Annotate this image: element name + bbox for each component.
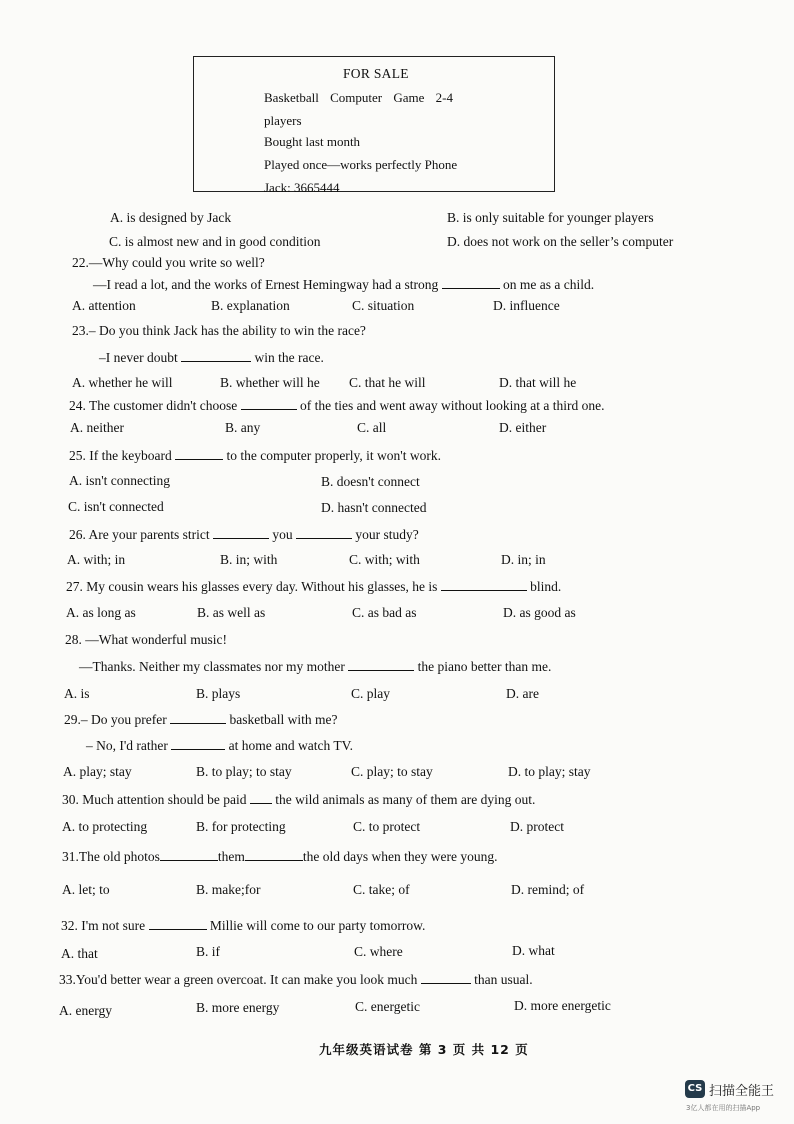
q24-text-after-blank: of the ties and went away without looking at a third one. (300, 398, 605, 413)
q22-option-b: B. explanation (211, 298, 290, 313)
q33-option-d: D. more energetic (514, 998, 611, 1013)
q25-option-a: A. isn't connecting (69, 473, 171, 488)
q25-text-after-blank: to the computer properly, it won't work. (226, 448, 441, 463)
q32-option-d: D. what (512, 943, 555, 958)
answer-blank (442, 276, 500, 289)
q23-text-after-blank: win the race. (254, 350, 324, 365)
q23-option-c: C. that he will (349, 375, 426, 390)
q21-option-b: B. is only suitable for younger players (447, 210, 654, 225)
answer-blank (171, 737, 225, 750)
q28-question: 28. —What wonderful music! (65, 632, 227, 647)
answer-blank (421, 971, 471, 984)
q29-text-after-blank: basketball with me? (229, 712, 338, 727)
q29-answer-line (86, 737, 353, 754)
ad-line: Played once—works perfectly Phone (264, 157, 458, 172)
answer-blank (348, 658, 414, 671)
ad-line: Jack: 3665444 (264, 180, 340, 195)
q24-question (69, 397, 604, 414)
q26-option-d: D. in; in (501, 552, 546, 567)
ad-line: players (264, 113, 302, 128)
ad-line: Bought last month (264, 134, 361, 149)
ad-line: Basketball Computer Game 2-4 (264, 90, 453, 105)
q26-text-part-1: 26. Are your parents strict (69, 527, 210, 542)
answer-blank (170, 711, 226, 724)
q29-option-a: A. play; stay (63, 764, 132, 779)
q21-option-a: A. is designed by Jack (110, 210, 232, 225)
answer-blank (250, 791, 272, 804)
q23-text-before-blank: –I never doubt (99, 350, 178, 365)
q29-question (64, 711, 337, 728)
q25-option-c: C. isn't connected (68, 499, 164, 514)
q28-text-after-blank: the piano better than me. (417, 659, 552, 674)
q31-option-b: B. make;for (196, 882, 261, 897)
q24-option-c: C. all (357, 420, 387, 435)
q22-option-a: A. attention (72, 298, 136, 313)
q33-option-b: B. more energy (196, 1000, 280, 1015)
q28-option-d: D. are (506, 686, 539, 701)
q33-option-a: A. energy (59, 1003, 112, 1018)
answer-blank (175, 447, 223, 460)
q30-text-after-blank: the wild animals as many of them are dying out. (275, 792, 536, 807)
camscanner-tagline: 3亿人都在用的扫描App (686, 1104, 761, 1112)
q31-option-d: D. remind; of (511, 882, 585, 897)
q26-option-a: A. with; in (67, 552, 126, 567)
q27-option-a: A. as long as (66, 605, 136, 620)
answer-blank (160, 848, 218, 861)
q33-text-after-blank: than usual. (474, 972, 533, 987)
q22-text-before-blank: —I read a lot, and the works of Ernest Hemingway had a strong (93, 277, 439, 292)
q31-option-a: A. let; to (62, 882, 110, 897)
q27-option-d: D. as good as (503, 605, 576, 620)
q29-text-before-blank-2: – No, I'd rather (86, 738, 168, 753)
q23-question: 23.– Do you think Jack has the ability to win the race? (72, 323, 366, 338)
answer-blank (181, 349, 251, 362)
q25-text-before-blank: 25. If the keyboard (69, 448, 172, 463)
q33-text-before-blank: 33.You'd better wear a green overcoat. It can make you look much (59, 972, 418, 987)
ad-title: FOR SALE (343, 66, 409, 81)
q22-option-c: C. situation (352, 298, 415, 313)
q28-option-c: C. play (351, 686, 390, 701)
q21-option-c: C. is almost new and in good condition (109, 234, 321, 249)
camscanner-name: 扫描全能王 (709, 1084, 775, 1099)
q33-option-c: C. energetic (355, 999, 420, 1014)
q22-question: 22.—Why could you write so well? (72, 255, 265, 270)
q30-option-b: B. for protecting (196, 819, 286, 834)
q23-answer-line (99, 349, 324, 366)
q25-option-d: D. hasn't connected (321, 500, 427, 515)
q22-answer-line (93, 276, 594, 293)
q30-option-a: A. to protecting (62, 819, 148, 834)
answer-blank (241, 397, 297, 410)
q26-question (69, 526, 419, 543)
q29-text-before-blank: 29.– Do you prefer (64, 712, 167, 727)
q29-option-b: B. to play; to stay (196, 764, 292, 779)
q26-option-b: B. in; with (220, 552, 278, 567)
q23-option-a: A. whether he will (72, 375, 173, 390)
q29-option-d: D. to play; stay (508, 764, 591, 779)
q22-text-after-blank: on me as a child. (503, 277, 595, 292)
q26-text-part-3: your study? (355, 527, 419, 542)
q32-option-a: A. that (61, 946, 98, 961)
answer-blank (441, 578, 527, 591)
answer-blank (296, 526, 352, 539)
q32-option-b: B. if (196, 944, 221, 959)
q31-text-part-3: the old days when they were young. (302, 849, 498, 864)
q32-text-before-blank: 32. I'm not sure (61, 918, 146, 933)
q29-option-c: C. play; to stay (351, 764, 433, 779)
q31-option-c: C. take; of (353, 882, 410, 897)
q31-text-part-1: 31.The old photos (62, 849, 160, 864)
answer-blank (213, 526, 269, 539)
q25-option-b: B. doesn't connect (321, 474, 420, 489)
q31-text-part-2: them (217, 849, 245, 864)
q24-option-b: B. any (225, 420, 261, 435)
q27-option-b: B. as well as (197, 605, 266, 620)
q25-question (69, 447, 441, 464)
answer-blank (149, 917, 207, 930)
q22-option-d: D. influence (493, 298, 560, 313)
camscanner-logo-icon: CS (685, 1080, 705, 1098)
q28-answer-line (79, 658, 551, 675)
q30-option-c: C. to protect (353, 819, 421, 834)
q23-option-d: D. that will he (499, 375, 577, 390)
q30-option-d: D. protect (510, 819, 564, 834)
q31-question (62, 848, 497, 865)
q27-option-c: C. as bad as (352, 605, 417, 620)
q24-option-d: D. either (499, 420, 547, 435)
page-footer: 九年级英语试卷 第 3 页 共 12 页 (319, 1042, 529, 1057)
q29-text-after-blank-2: at home and watch TV. (228, 738, 354, 753)
q26-text-part-2: you (272, 527, 293, 542)
q33-question (59, 971, 533, 988)
q28-option-b: B. plays (196, 686, 241, 701)
q32-question (61, 917, 425, 934)
q30-question (62, 791, 535, 808)
q27-text-after-blank: blind. (530, 579, 562, 594)
q28-text-before-blank: —Thanks. Neither my classmates nor my mother (79, 659, 345, 674)
q24-option-a: A. neither (70, 420, 124, 435)
q24-text-before-blank: 24. The customer didn't choose (69, 398, 238, 413)
q32-text-after-blank: Millie will come to our party tomorrow. (209, 918, 426, 933)
q27-text-before-blank: 27. My cousin wears his glasses every day. Without his glasses, he is (66, 579, 438, 594)
q23-option-b: B. whether will he (220, 375, 320, 390)
q30-text-before-blank: 30. Much attention should be paid (62, 792, 247, 807)
q27-question (66, 578, 561, 595)
q26-option-c: C. with; with (349, 552, 420, 567)
q32-option-c: C. where (354, 944, 403, 959)
q21-option-d: D. does not work on the seller’s computer (447, 234, 674, 249)
answer-blank (245, 848, 303, 861)
q28-option-a: A. is (64, 686, 90, 701)
